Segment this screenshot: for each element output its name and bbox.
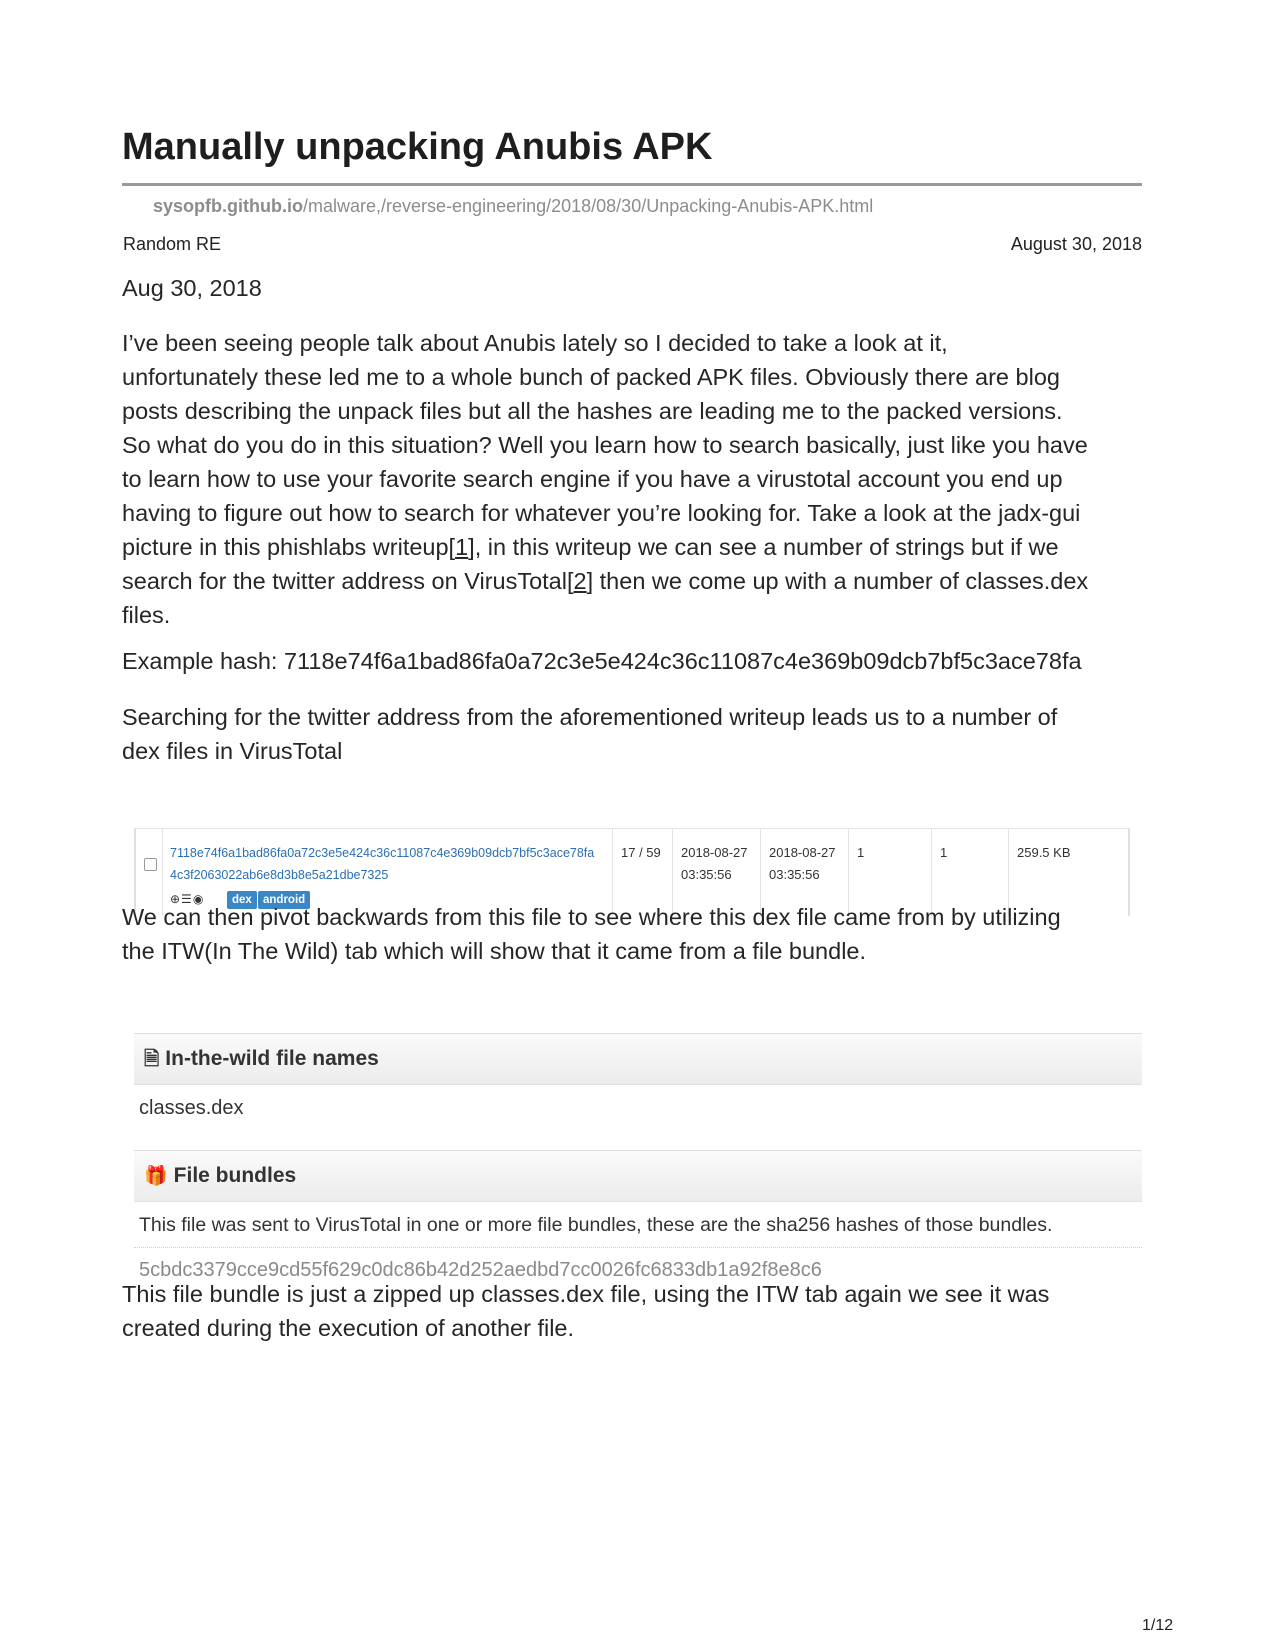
paragraph-line: We can then pivot backwards from this file to see where this dex file came from by utilizing [122,904,1061,930]
paragraph-line: I’ve been seeing people talk about Anubis lately so I decided to take a look at it, [122,330,948,356]
site-name: Random RE [123,234,222,254]
paragraph-line: dex files in VirusTotal [122,738,343,764]
paragraph-line: having to figure out how to search for whatever you’re looking for. Take a look at the jadx-gui [122,500,1081,526]
result-action-icons[interactable]: ⊕☰◉ [170,892,205,906]
itw-names-header: 🗎 In-the-wild file names [134,1033,1142,1085]
tag-android[interactable]: android [258,891,310,909]
sources-count: 1 [940,845,948,860]
post-date: Aug 30, 2018 [122,275,262,301]
bundles-description: This file was sent to VirusTotal in one or more file bundles, these are the sha256 hashes of those bundles. [139,1214,1053,1236]
source-url[interactable] [153,196,873,217]
intro-paragraph [122,326,1142,632]
paragraph-line: to learn how to use your favorite search engine if you have a virustotal account you end up [122,466,1063,492]
file-icon: 🗎 [144,1049,160,1070]
result-hashes [170,842,594,886]
title-divider [122,183,1142,186]
last-seen: 2018-08-27 03:35:56 [769,845,836,882]
detections: 17 / 59 [621,845,661,860]
paragraph-line: Searching for the twitter address from the aforementioned writeup leads us to a number of [122,704,1058,730]
tag-dex[interactable]: dex [227,891,257,909]
file-bundles-header: 🎁 File bundles [134,1150,1142,1202]
paragraph-line: search for the twitter address on VirusTotal[2] then we come up with a number of classes.dex [122,568,1089,594]
bundle-paragraph [122,1277,1142,1345]
header-date: August 30, 2018 [1010,234,1142,254]
url-domain: sysopfb.github.io [153,196,303,216]
paragraph-line: files. [122,602,171,628]
bundle-hash-link[interactable]: 5cbdc3379cce9cd55f629c0dc86b42d252aedbd7cc0026fc6833db1a92f8e8c6 [139,1259,822,1281]
md5-link[interactable]: 4c3f2063022ab6e8d3b8e5a21dbe7325 [170,868,389,882]
reference-link-2[interactable]: 2 [573,568,587,594]
result-checkbox[interactable] [144,858,157,871]
gift-icon: 🎁 [144,1166,168,1187]
reference-link-1[interactable]: 1 [455,534,469,560]
search-paragraph [122,700,1142,768]
submissions-count: 1 [857,845,865,860]
sha256-link[interactable]: 7118e74f6a1bad86fa0a72c3e5e424c36c11087c4e369b09dcb7bf5c3ace78fa [170,846,595,860]
paragraph-line: posts describing the unpack files but all the hashes are leading me to the packed versions. [122,398,1063,424]
page-title: Manually unpacking Anubis APK [122,126,713,168]
file-size: 259.5 KB [1017,845,1071,860]
paragraph-line: the ITW(In The Wild) tab which will show that it came from a file bundle. [122,938,867,964]
page-number: 1/12 [1142,1617,1174,1634]
paragraph-line: created during the execution of another file. [122,1315,575,1341]
itw-file-name: classes.dex [139,1097,244,1119]
pivot-paragraph [122,900,1142,968]
first-seen: 2018-08-27 03:35:56 [681,845,748,882]
paragraph-line: So what do you do in this situation? Well you learn how to search basically, just like you have [122,432,1088,458]
paragraph-line: picture in this phishlabs writeup[1], in this writeup we can see a number of strings but if we [122,534,1059,560]
url-path: /malware,/reverse-engineering/2018/08/30/Unpacking-Anubis-APK.html [303,196,874,216]
paragraph-line: This file bundle is just a zipped up classes.dex file, using the ITW tab again we see it was [122,1281,1050,1307]
paragraph-line: unfortunately these led me to a whole bunch of packed APK files. Obviously there are blog [122,364,1060,390]
example-hash: Example hash: 7118e74f6a1bad86fa0a72c3e5e424c36c11087c4e369b09dcb7bf5c3ace78fa [122,648,1082,674]
